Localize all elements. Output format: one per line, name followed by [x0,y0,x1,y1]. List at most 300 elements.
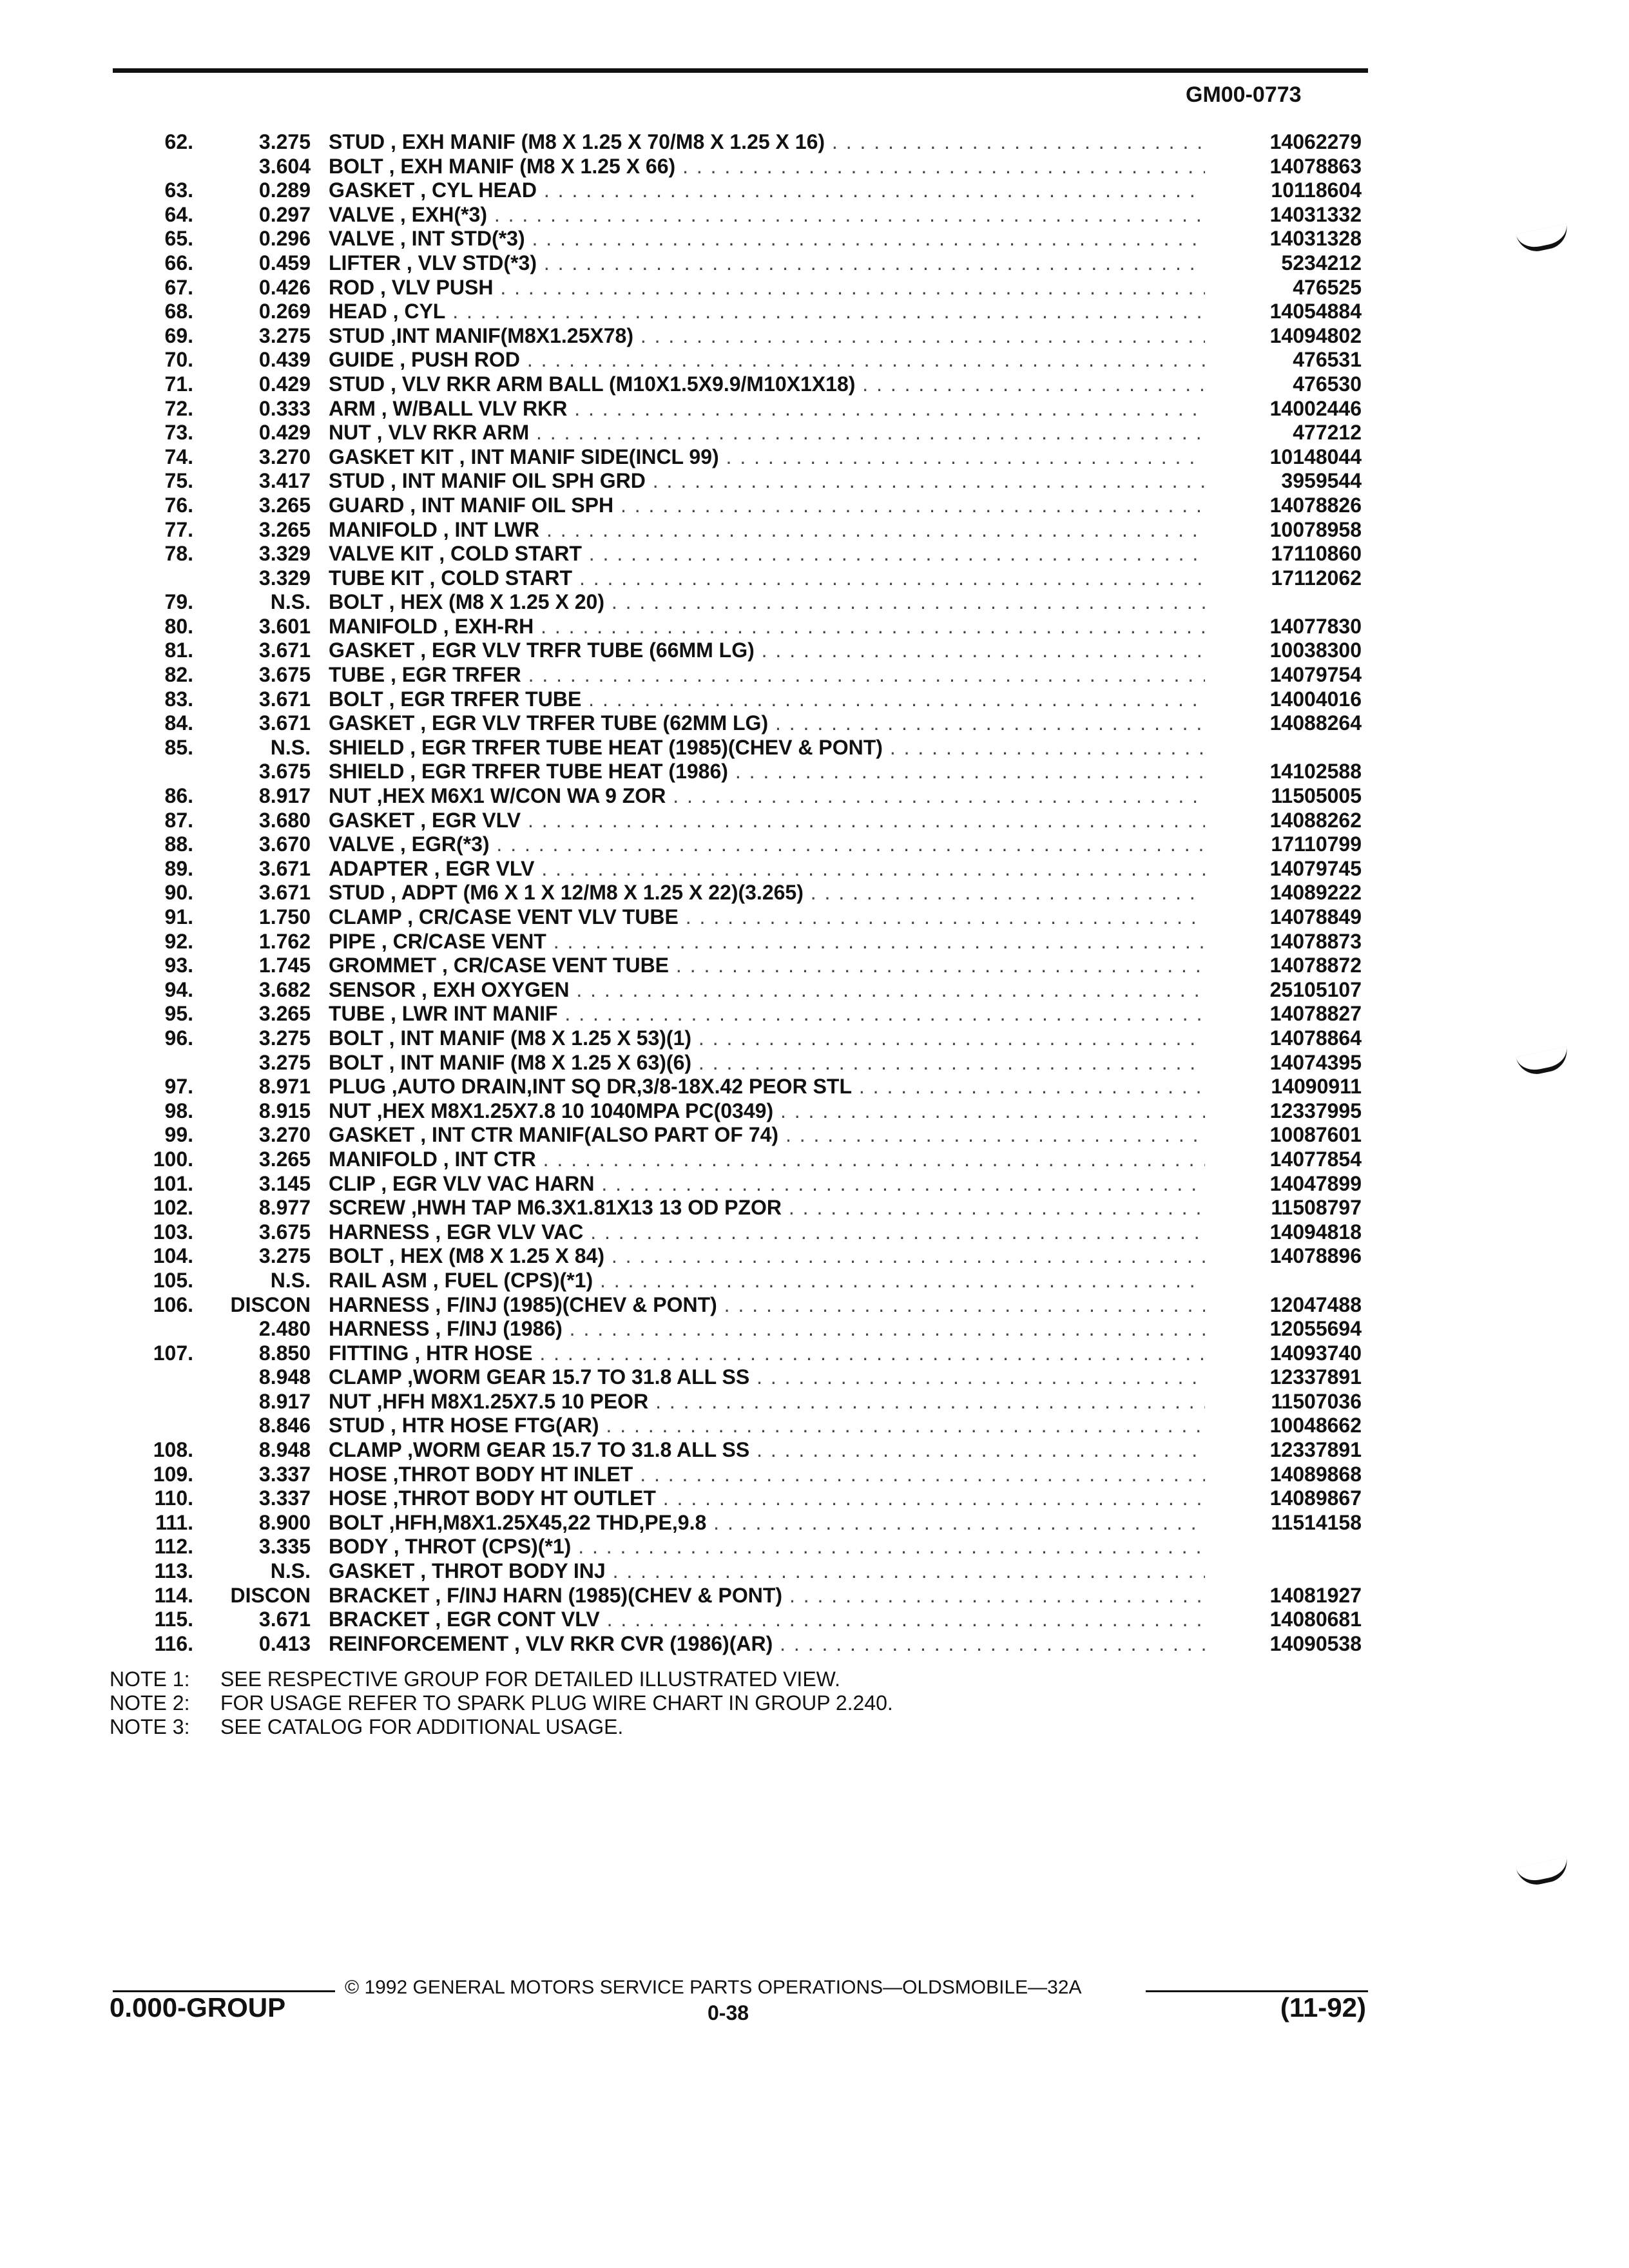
group-number: 3.270 [258,1123,311,1147]
ref-number: 84. [164,711,193,735]
group-number: N.S. [270,590,311,614]
catalog-id: GM00-0773 [1186,82,1302,107]
group-number: 3.604 [258,154,311,178]
ref-number: 110. [154,1486,193,1510]
copyright-notice: © 1992 GENERAL MOTORS SERVICE PARTS OPERATIONS—OLDSMOBILE—32A [345,1977,1082,1998]
part-number: 12337995 [1264,1099,1362,1124]
part-row [0,1220,1629,1245]
part-description: SHIELD , EGR TRFER TUBE HEAT (1985)(CHEV & PONT) . . . [329,736,1205,760]
part-row [0,1269,1629,1293]
part-number: 14102588 [1264,760,1362,784]
part-description: VALVE , EGR(*3) . . . [329,832,1205,857]
part-description: GROMMET , CR/CASE VENT TUBE . . . [329,954,1205,978]
part-row [0,155,1629,179]
note-label: NOTE 2: [110,1691,190,1715]
ref-number: 113. [154,1559,193,1583]
part-row [0,1414,1629,1438]
part-description: CLIP , EGR VLV VAC HARN . . . [329,1172,1205,1196]
group-number: 3.265 [258,493,311,517]
part-description: BOLT , INT MANIF (M8 X 1.25 X 53)(1) . . . [329,1026,1205,1051]
part-number: 12337891 [1264,1438,1362,1463]
part-description: BOLT , EXH MANIF (M8 X 1.25 X 66) . . . [329,155,1205,179]
part-number: 14079745 [1264,857,1362,881]
ref-number: 71. [164,372,193,396]
part-number: 14078863 [1264,155,1362,179]
part-description: CLAMP ,WORM GEAR 15.7 TO 31.8 ALL SS . . . [329,1365,1205,1390]
part-description: NUT , VLV RKR ARM . . . [329,421,1205,445]
part-row [0,1632,1629,1657]
part-number: 11505005 [1264,784,1362,809]
part-number: 10087601 [1264,1123,1362,1148]
group-number: N.S. [270,1559,311,1583]
part-number: 14094802 [1264,324,1362,349]
ref-number: 79. [164,590,193,614]
part-description: SENSOR , EXH OXYGEN . . . [329,978,1205,1003]
group-number: 3.670 [258,832,311,856]
group-number: 8.917 [258,1389,311,1413]
group-number: 3.275 [258,1244,311,1268]
group-number: 0.289 [258,178,311,202]
group-number: N.S. [270,735,311,759]
part-description: TUBE , EGR TRFER . . . [329,663,1205,687]
group-number: 3.671 [258,856,311,880]
group-number: 3.671 [258,687,311,711]
ref-number: 87. [164,808,193,832]
ref-number: 96. [164,1026,193,1050]
part-number: 10038300 [1264,639,1362,663]
part-number: 476531 [1286,348,1362,372]
ref-number: 98. [164,1099,193,1122]
part-description: FITTING , HTR HOSE . . . [329,1341,1205,1366]
part-row [0,615,1629,639]
part-row [0,978,1629,1003]
part-description: GASKET , CYL HEAD . . . [329,178,1205,203]
part-number: 476530 [1286,372,1362,397]
part-description: PLUG ,AUTO DRAIN,INT SQ DR,3/8-18X.42 PEOR STL . . . [329,1075,1205,1099]
part-number: 17110860 [1264,542,1362,566]
part-row [0,954,1629,978]
part-number: 14054884 [1264,300,1362,324]
part-description: MANIFOLD , INT LWR . . . [329,518,1205,543]
note-line [110,1667,893,1691]
group-number: 0.439 [258,348,311,372]
part-number: 14078864 [1264,1026,1362,1051]
part-row [0,687,1629,712]
ref-number: 112. [154,1535,193,1559]
group-number: 1.762 [258,929,311,953]
part-number: 14090911 [1264,1075,1362,1099]
group-number: 8.948 [258,1438,311,1462]
part-row [0,1002,1629,1026]
ref-number: 80. [164,614,193,638]
ref-number: 100. [153,1147,193,1171]
part-description: GASKET , THROT BODY INJ . . . [329,1559,1205,1584]
part-number: 14031332 [1264,203,1362,227]
group-number: 3.675 [258,663,311,687]
ref-number: 81. [164,639,193,662]
part-number: 14088262 [1264,809,1362,833]
part-number: 12055694 [1264,1317,1362,1341]
part-row [0,711,1629,736]
part-description: HOSE ,THROT BODY HT INLET . . . [329,1463,1205,1487]
part-number: 12337891 [1264,1365,1362,1390]
part-row [0,324,1629,349]
group-number: 3.265 [258,1002,311,1026]
part-row [0,469,1629,494]
part-description: GUIDE , PUSH ROD . . . [329,348,1205,372]
group-number: 8.850 [258,1341,311,1365]
part-description: HARNESS , F/INJ (1986) . . . [329,1317,1205,1341]
ref-number: 108. [153,1438,193,1462]
part-number: 14047899 [1264,1172,1362,1196]
parts-list [0,130,1629,1656]
top-rule [113,68,1368,73]
part-row [0,1244,1629,1269]
part-description: GASKET , INT CTR MANIF(ALSO PART OF 74) . . . [329,1123,1205,1148]
ref-number: 103. [153,1220,193,1244]
part-row [0,276,1629,300]
part-row [0,421,1629,445]
group-number: 0.426 [258,275,311,299]
group-number: DISCON [230,1583,311,1607]
note-text: FOR USAGE REFER TO SPARK PLUG WIRE CHART IN GROUP 2.240. [220,1691,893,1715]
part-description: BODY , THROT (CPS)(*1) . . . [329,1535,1205,1559]
part-number: 14078896 [1264,1244,1362,1269]
part-row [0,1051,1629,1075]
part-row [0,397,1629,421]
part-number: 14031328 [1264,227,1362,251]
part-row [0,1075,1629,1099]
group-number: 8.846 [258,1414,311,1437]
page-number: 0-38 [708,2001,749,2024]
ref-number: 105. [153,1268,193,1292]
part-description: GASKET , EGR VLV . . . [329,809,1205,833]
part-number: 11507036 [1264,1390,1362,1414]
part-description: GASKET , EGR VLV TRFER TUBE (62MM LG) . . . [329,711,1205,736]
part-number: 14062279 [1264,130,1362,155]
part-description: TUBE KIT , COLD START . . . [329,566,1205,591]
note-label: NOTE 3: [110,1715,190,1738]
ref-number: 74. [164,445,193,468]
note-label: NOTE 1: [110,1667,190,1691]
part-description: VALVE KIT , COLD START . . . [329,542,1205,566]
group-number: 3.682 [258,977,311,1001]
part-number: 11508797 [1264,1196,1362,1220]
group-number: 8.917 [258,784,311,808]
part-row [0,1123,1629,1148]
group-number: 3.671 [258,639,311,662]
group-number: 3.275 [258,323,311,347]
ref-number: 91. [164,905,193,928]
part-description: STUD , INT MANIF OIL SPH GRD . . . [329,469,1205,494]
group-number: 3.275 [258,1026,311,1050]
ref-number: 99. [164,1123,193,1147]
part-row [0,372,1629,397]
group-number: 3.265 [258,1147,311,1171]
part-number: 25105107 [1264,978,1362,1003]
ref-number: 78. [164,542,193,566]
part-number: 14078873 [1264,930,1362,954]
ref-number: 67. [164,275,193,299]
part-number: 14078849 [1264,905,1362,930]
group-number: 3.671 [258,711,311,735]
part-row [0,905,1629,930]
part-number: 17110799 [1264,832,1362,857]
part-row [0,1438,1629,1463]
ref-number: 106. [153,1293,193,1316]
part-number: 14089867 [1264,1486,1362,1511]
ref-number: 115. [154,1608,193,1631]
date-code: (11-92) [1280,1992,1366,2023]
part-description: HARNESS , EGR VLV VAC . . . [329,1220,1205,1245]
group-number: 8.948 [258,1365,311,1389]
part-row [0,760,1629,784]
part-row [0,227,1629,251]
part-number: 14077830 [1264,615,1362,639]
group-number: 3.671 [258,881,311,905]
part-row [0,518,1629,543]
ref-number: 89. [164,856,193,880]
ref-number: 76. [164,493,193,517]
part-row [0,1365,1629,1390]
ref-number: 109. [153,1462,193,1486]
part-row [0,566,1629,591]
part-description: CLAMP ,WORM GEAR 15.7 TO 31.8 ALL SS . . . [329,1438,1205,1463]
part-number: 14093740 [1264,1341,1362,1366]
part-row [0,1293,1629,1318]
group-number: 3.265 [258,517,311,541]
part-description: ROD , VLV PUSH . . . [329,276,1205,300]
ref-number: 116. [154,1631,193,1655]
group-number: 1.745 [258,954,311,977]
ref-number: 64. [164,202,193,226]
part-row [0,1317,1629,1341]
part-number: 14088264 [1264,711,1362,736]
group-number: 0.413 [258,1631,311,1655]
part-number: 14078826 [1264,494,1362,518]
part-description: MANIFOLD , EXH-RH . . . [329,615,1205,639]
part-description: SCREW ,HWH TAP M6.3X1.81X13 13 OD PZOR . . . [329,1196,1205,1220]
part-description: BRACKET , F/INJ HARN (1985)(CHEV & PONT) . . . [329,1584,1205,1608]
part-description: BOLT , HEX (M8 X 1.25 X 20) . . . [329,590,1205,615]
part-description: PIPE , CR/CASE VENT . . . [329,930,1205,954]
ref-number: 69. [164,323,193,347]
ref-number: 65. [164,227,193,251]
part-row [0,639,1629,663]
ref-number: 62. [164,130,193,153]
part-number: 476525 [1286,276,1362,300]
part-number: 14094818 [1264,1220,1362,1245]
group-number: 0.459 [258,251,311,274]
part-row [0,1390,1629,1414]
group-number: 0.297 [258,202,311,226]
part-description: VALVE , EXH(*3) . . . [329,203,1205,227]
ref-number: 104. [153,1244,193,1268]
group-number: 3.275 [258,1050,311,1074]
group-number: 3.335 [258,1535,311,1559]
ref-number: 63. [164,178,193,202]
part-number: 3959544 [1275,469,1362,494]
notes-section [110,1667,893,1739]
part-row [0,178,1629,203]
ref-number: 66. [164,251,193,274]
ref-number: 107. [153,1341,193,1365]
part-description: BOLT ,HFH,M8X1.25X45,22 THD,PE,9.8 . . . [329,1511,1205,1535]
ref-number: 86. [164,784,193,808]
part-row [0,1535,1629,1559]
part-row [0,832,1629,857]
ref-number: 93. [164,954,193,977]
part-description: SHIELD , EGR TRFER TUBE HEAT (1986) . . . [329,760,1205,784]
part-description: GASKET , EGR VLV TRFR TUBE (66MM LG) . . . [329,639,1205,663]
group-number: 3.417 [258,469,311,493]
group-number: 3.680 [258,808,311,832]
part-description: VALVE , INT STD(*3) . . . [329,227,1205,251]
part-row [0,1584,1629,1608]
group-number: 2.480 [258,1317,311,1341]
part-number: 5234212 [1275,251,1362,276]
part-row [0,663,1629,687]
part-description: GUARD , INT MANIF OIL SPH . . . [329,494,1205,518]
group-number: N.S. [270,1268,311,1292]
part-row [0,1559,1629,1584]
group-number: 3.270 [258,445,311,468]
part-number: 17112062 [1264,566,1362,591]
part-row [0,348,1629,372]
part-description: HEAD , CYL . . . [329,300,1205,324]
group-number: 8.900 [258,1510,311,1534]
ref-number: 101. [153,1171,193,1195]
part-description: BRACKET , EGR CONT VLV . . . [329,1608,1205,1632]
part-description: REINFORCEMENT , VLV RKR CVR (1986)(AR) . . . [329,1632,1205,1657]
ref-number: 83. [164,687,193,711]
group-number: 3.329 [258,566,311,590]
part-row [0,930,1629,954]
ref-number: 73. [164,421,193,445]
part-number: 14090538 [1264,1632,1362,1657]
group-number: 8.971 [258,1075,311,1099]
ref-number: 114. [154,1583,193,1607]
part-number: 14089868 [1264,1463,1362,1487]
group-number: 3.329 [258,542,311,566]
group-number: 1.750 [258,905,311,928]
part-row [0,1148,1629,1172]
ref-number: 75. [164,469,193,493]
part-number: 10118604 [1264,178,1362,203]
part-row [0,1172,1629,1196]
part-number: 14074395 [1264,1051,1362,1075]
part-number: 12047488 [1264,1293,1362,1318]
part-description: BOLT , EGR TRFER TUBE . . . [329,687,1205,712]
part-row [0,1026,1629,1051]
part-row [0,590,1629,615]
part-description: MANIFOLD , INT CTR . . . [329,1148,1205,1172]
part-row [0,300,1629,324]
group-label: 0.000-GROUP [110,1992,286,2023]
part-number: 14002446 [1264,397,1362,421]
part-description: LIFTER , VLV STD(*3) . . . [329,251,1205,276]
group-number: 0.429 [258,372,311,396]
part-row [0,130,1629,155]
part-row [0,857,1629,881]
part-row [0,736,1629,760]
part-row [0,881,1629,905]
group-number: DISCON [230,1293,311,1316]
part-description: NUT ,HEX M8X1.25X7.8 10 1040MPA PC(0349) . . . [329,1099,1205,1124]
group-number: 3.671 [258,1608,311,1631]
part-description: STUD ,INT MANIF(M8X1.25X78) . . . [329,324,1205,349]
note-text: SEE CATALOG FOR ADDITIONAL USAGE. [220,1715,624,1738]
part-row [0,809,1629,833]
group-number: 0.429 [258,421,311,445]
part-number: 10148044 [1264,445,1362,470]
group-number: 3.337 [258,1462,311,1486]
group-number: 8.977 [258,1196,311,1220]
part-description: STUD , HTR HOSE FTG(AR) . . . [329,1414,1205,1438]
part-row [0,1196,1629,1220]
ref-number: 97. [164,1075,193,1099]
note-text: SEE RESPECTIVE GROUP FOR DETAILED ILLUSTRATED VIEW. [220,1667,840,1691]
part-number: 14078872 [1264,954,1362,978]
part-description: GASKET KIT , INT MANIF SIDE(INCL 99) . . . [329,445,1205,470]
part-row [0,251,1629,276]
part-row [0,1608,1629,1632]
ref-number: 82. [164,663,193,687]
part-description: ARM , W/BALL VLV RKR . . . [329,397,1205,421]
ref-number: 72. [164,396,193,420]
part-number: 14081927 [1264,1584,1362,1608]
ref-number: 90. [164,881,193,905]
group-number: 3.337 [258,1486,311,1510]
group-number: 3.675 [258,760,311,783]
part-number: 14078827 [1264,1002,1362,1026]
part-description: RAIL ASM , FUEL (CPS)(*1) . . . [329,1269,1205,1293]
note-line [110,1691,893,1715]
part-number: 14080681 [1264,1608,1362,1632]
part-row [0,1341,1629,1366]
ref-number: 85. [164,735,193,759]
part-number: 14004016 [1264,687,1362,712]
group-number: 3.675 [258,1220,311,1244]
ref-number: 111. [155,1510,193,1534]
binder-hole-mark [1516,1857,1570,1888]
group-number: 8.915 [258,1099,311,1122]
ref-number: 95. [164,1002,193,1026]
part-row [0,494,1629,518]
part-description: BOLT , INT MANIF (M8 X 1.25 X 63)(6) . . . [329,1051,1205,1075]
part-description: STUD , ADPT (M6 X 1 X 12/M8 X 1.25 X 22)(3.265) . . . [329,881,1205,905]
note-line [110,1715,893,1739]
part-number: 14077854 [1264,1148,1362,1172]
part-row [0,203,1629,227]
part-number: 14089222 [1264,881,1362,905]
part-row [0,542,1629,566]
part-row [0,1486,1629,1511]
ref-number: 88. [164,832,193,856]
part-row [0,445,1629,470]
ref-number: 102. [153,1196,193,1220]
part-number: 10048662 [1264,1414,1362,1438]
part-number: 10078958 [1264,518,1362,543]
part-description: NUT ,HEX M6X1 W/CON WA 9 ZOR . . . [329,784,1205,809]
group-number: 0.269 [258,300,311,323]
part-description: HOSE ,THROT BODY HT OUTLET . . . [329,1486,1205,1511]
group-number: 3.145 [258,1171,311,1195]
part-description: TUBE , LWR INT MANIF . . . [329,1002,1205,1026]
part-row [0,1463,1629,1487]
part-row [0,1511,1629,1535]
part-row [0,1099,1629,1124]
